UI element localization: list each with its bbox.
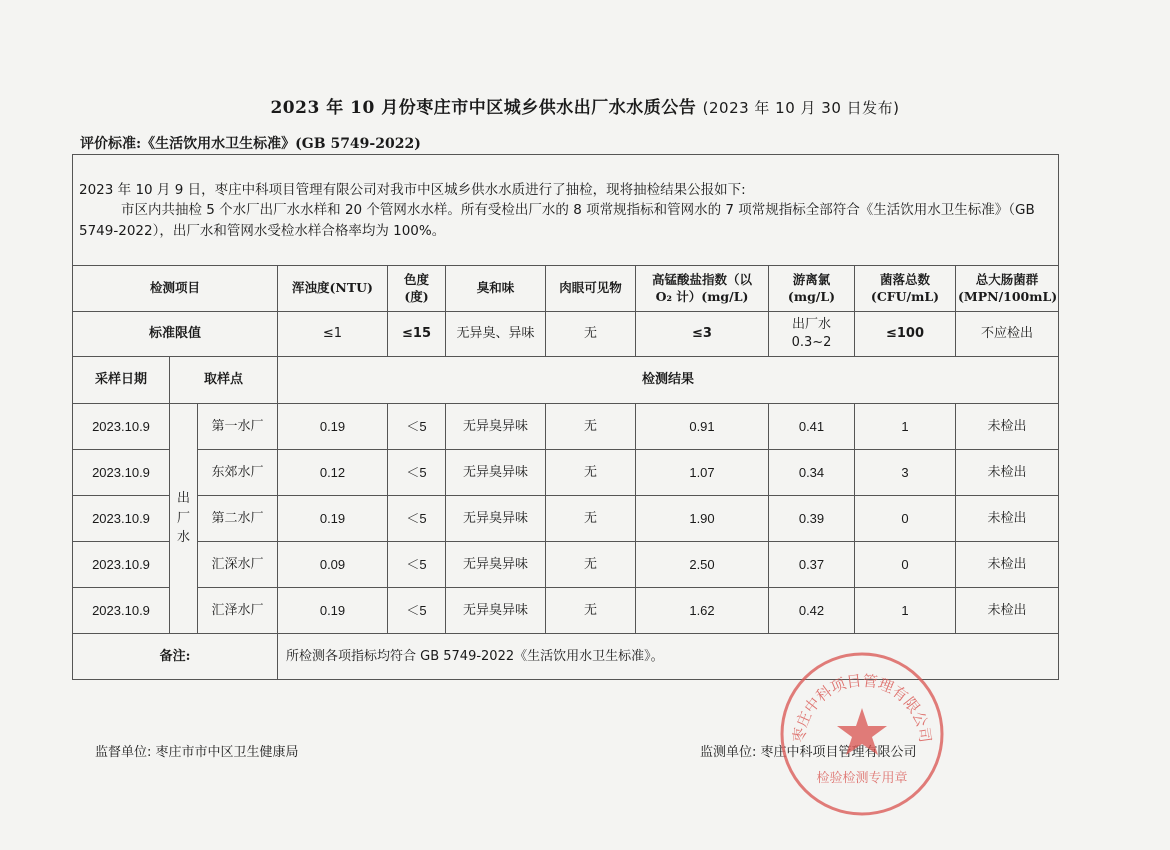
color-value: ＜5	[388, 450, 446, 496]
sample-site: 东郊水厂	[198, 450, 278, 496]
remark-text: 所检测各项指标均符合 GB 5749-2022《生活饮用水卫生标准》。	[278, 634, 1059, 680]
coliform-value: 未检出	[956, 450, 1059, 496]
sample-site: 第一水厂	[198, 404, 278, 450]
intro-line-1: 2023 年 10 月 9 日，枣庄中科项目管理有限公司对我市中区城乡供水水质进行了抽检，现将抽检结果公报如下:	[79, 182, 746, 198]
turbidity-value: 0.19	[278, 588, 388, 634]
cod-value: 2.50	[636, 542, 769, 588]
intro-line-2: 市区内共抽检 5 个水厂出厂水水样和 20 个管网水水样。所有受检出厂水的 8 项常规指标和管网水的 7 项常规指标全部符合《生活饮用水卫生标准》（GB 5749-2022），出厂水和管网水受检水样合格率均为 100%。	[79, 202, 1035, 239]
table-row	[73, 404, 1059, 450]
header-color-unit: (度)	[404, 288, 429, 304]
sample-site: 汇深水厂	[198, 542, 278, 588]
sample-date: 2023.10.9	[73, 542, 170, 588]
header-turbidity: 浑浊度(NTU)	[278, 266, 388, 312]
limit-chlorine-range: 0.3~2	[791, 335, 832, 350]
header-row	[73, 266, 1059, 312]
header-coliform-name: 总大肠菌群	[975, 271, 1039, 287]
header-chlorine-name: 游离氯	[792, 271, 831, 287]
color-value: ＜5	[388, 496, 446, 542]
color-value: ＜5	[388, 404, 446, 450]
page-title	[0, 93, 1170, 118]
table-row	[73, 542, 1059, 588]
header-chlorine	[769, 266, 855, 312]
limit-colony: ≤100	[855, 312, 956, 357]
sample-site: 汇泽水厂	[198, 588, 278, 634]
sample-date: 2023.10.9	[73, 588, 170, 634]
remark-label: 备注:	[73, 634, 278, 680]
header-color	[388, 266, 446, 312]
group-label-text: 出厂水	[176, 491, 190, 546]
visible-value: 无	[546, 542, 636, 588]
limit-visible: 无	[546, 312, 636, 357]
monitoring-unit: 监测单位: 枣庄中科项目管理有限公司	[700, 745, 917, 760]
header-sample-date: 采样日期	[73, 357, 170, 404]
limit-turbidity: ≤1	[278, 312, 388, 357]
limit-chlorine-scope: 出厂水	[791, 317, 831, 333]
header-results: 检测结果	[278, 357, 1059, 404]
colony-value: 0	[855, 496, 956, 542]
chlorine-value: 0.39	[769, 496, 855, 542]
header-colony-name: 菌落总数	[879, 271, 930, 287]
coliform-value: 未检出	[956, 588, 1059, 634]
limits-label: 标准限值	[73, 312, 278, 357]
header-chlorine-unit: (mg/L)	[787, 288, 836, 304]
coliform-value: 未检出	[956, 542, 1059, 588]
table-row	[73, 450, 1059, 496]
header-odor: 臭和味	[446, 266, 546, 312]
cod-value: 1.90	[636, 496, 769, 542]
result-header-row	[73, 357, 1059, 404]
odor-value: 无异臭异味	[446, 588, 546, 634]
visible-value: 无	[546, 450, 636, 496]
limit-cod: ≤3	[636, 312, 769, 357]
cod-value: 1.62	[636, 588, 769, 634]
odor-value: 无异臭异味	[446, 496, 546, 542]
coliform-value: 未检出	[956, 404, 1059, 450]
chlorine-value: 0.42	[769, 588, 855, 634]
seal-name-path: 枣庄中科项目管理有限公司	[789, 671, 935, 744]
limits-row	[73, 312, 1059, 357]
limit-chlorine	[769, 312, 855, 357]
seal-star-icon	[837, 708, 887, 755]
seal-subtitle: 检验检测专用章	[816, 771, 908, 786]
chlorine-value: 0.37	[769, 542, 855, 588]
title-text: 2023 年 10 月份枣庄市中区城乡供水出厂水水质公告	[270, 98, 697, 118]
group-label	[170, 404, 198, 634]
sample-site: 第二水厂	[198, 496, 278, 542]
visible-value: 无	[546, 404, 636, 450]
cod-value: 0.91	[636, 404, 769, 450]
header-coliform-unit: (MPN/100mL)	[958, 288, 1058, 304]
turbidity-value: 0.19	[278, 496, 388, 542]
header-colony-unit: (CFU/mL)	[870, 288, 940, 304]
intro-paragraph	[73, 155, 1059, 266]
turbidity-value: 0.12	[278, 450, 388, 496]
header-color-name: 色度	[403, 271, 429, 287]
sample-date: 2023.10.9	[73, 450, 170, 496]
cod-value: 1.07	[636, 450, 769, 496]
sample-date: 2023.10.9	[73, 496, 170, 542]
odor-value: 无异臭异味	[446, 542, 546, 588]
colony-value: 1	[855, 588, 956, 634]
official-seal-icon	[778, 650, 946, 818]
chlorine-value: 0.41	[769, 404, 855, 450]
table-row	[73, 496, 1059, 542]
limit-coliform: 不应检出	[956, 312, 1059, 357]
colony-value: 1	[855, 404, 956, 450]
header-colony	[855, 266, 956, 312]
sample-date: 2023.10.9	[73, 404, 170, 450]
visible-value: 无	[546, 496, 636, 542]
coliform-value: 未检出	[956, 496, 1059, 542]
header-cod-unit: O₂ 计）(mg/L)	[655, 288, 749, 304]
evaluation-standard: 评价标准:《生活饮用水卫生标准》(GB 5749-2022)	[80, 136, 421, 152]
limit-odor: 无异臭、异味	[446, 312, 546, 357]
colony-value: 0	[855, 542, 956, 588]
limit-color: ≤15	[388, 312, 446, 357]
turbidity-value: 0.19	[278, 404, 388, 450]
header-sample-point: 取样点	[170, 357, 278, 404]
chlorine-value: 0.34	[769, 450, 855, 496]
turbidity-value: 0.09	[278, 542, 388, 588]
odor-value: 无异臭异味	[446, 404, 546, 450]
color-value: ＜5	[388, 542, 446, 588]
supervising-unit: 监督单位: 枣庄市市中区卫生健康局	[95, 745, 299, 760]
header-visible: 肉眼可见物	[546, 266, 636, 312]
color-value: ＜5	[388, 588, 446, 634]
visible-value: 无	[546, 588, 636, 634]
header-item: 检测项目	[73, 266, 278, 312]
header-coliform	[956, 266, 1059, 312]
header-cod-name: 高锰酸盐指数（以	[651, 271, 752, 287]
odor-value: 无异臭异味	[446, 450, 546, 496]
water-quality-table	[72, 154, 1059, 680]
header-cod	[636, 266, 769, 312]
publish-date: (2023 年 10 月 30 日发布)	[702, 99, 900, 117]
table-row	[73, 588, 1059, 634]
colony-value: 3	[855, 450, 956, 496]
